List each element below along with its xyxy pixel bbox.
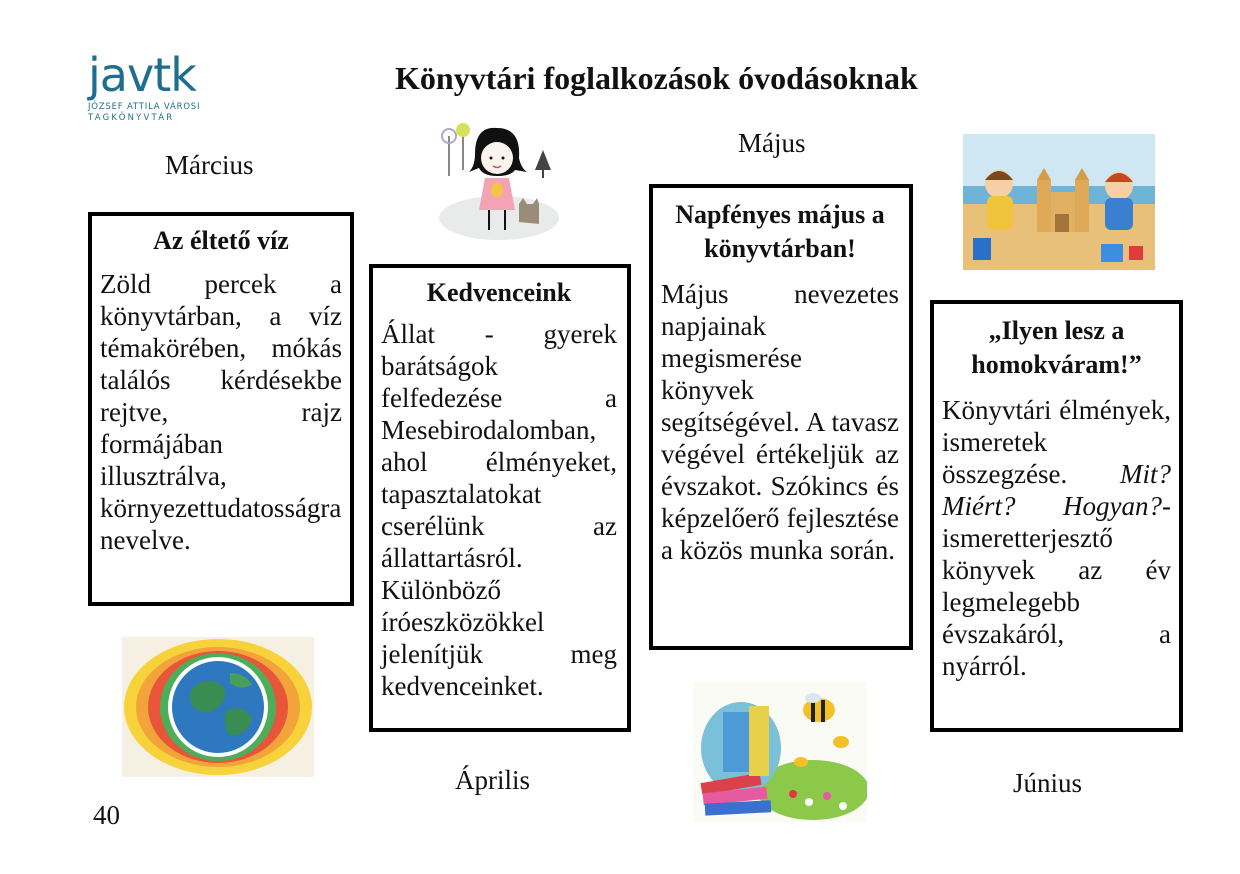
- box-may: [649, 184, 913, 650]
- logo-line-1: JÓZSEF ATTILA VÁROSI: [88, 102, 201, 112]
- box-march-heading: Az éltető víz: [153, 226, 289, 255]
- box-june-body: [942, 394, 1171, 682]
- box-may-body: Május nevezetes napjainak megismerése könyvek segítségével. A tavasz végével értékeljük az évszakot. Szókincs és képzelőerő fejlesztése a közös munka során.: [661, 279, 899, 565]
- box-april-heading: Kedvenceink: [426, 278, 572, 307]
- page-number: 40: [93, 800, 120, 830]
- month-label-may: Május: [738, 128, 806, 158]
- logo-line-2: TAGKÖNYVTÁR: [88, 113, 175, 123]
- month-label-april: Április: [455, 765, 531, 795]
- box-june-body-end: -ismeretterjesztő könyvek az év legmelegebb évszakáról, a nyárról.: [942, 491, 1171, 681]
- box-march: [88, 212, 354, 606]
- box-june: [930, 300, 1183, 732]
- library-logo: [88, 48, 218, 124]
- box-april: [369, 264, 631, 732]
- sandcastle-illustration: [963, 134, 1155, 270]
- box-june-body-start: Könyvtári élmények, ismeretek összegzése.: [942, 395, 1171, 489]
- month-label-june: Június: [1013, 768, 1083, 798]
- page-title: Könyvtári foglalkozások óvodásoknak: [395, 60, 918, 96]
- box-may-heading: Napfényes május a könyvtárban!: [675, 200, 885, 263]
- box-june-heading: „Ilyen lesz a homokváram!”: [971, 316, 1142, 379]
- box-june-body-italic: Mit? Miért? Hogyan?: [942, 459, 1171, 521]
- earth-painting-illustration: [122, 637, 314, 777]
- logo-wordmark: javtk: [88, 48, 196, 102]
- girl-with-cat-illustration: [435, 106, 563, 246]
- box-march-body: Zöld percek a könyvtárban, a víz témakörében, mókás találós kérdésekbe rejtve, rajz formájában illusztrálva, környezettudatosságra nevelve.: [100, 269, 342, 555]
- books-and-bees-illustration: [693, 682, 867, 822]
- month-label-march: Március: [165, 150, 254, 180]
- box-april-body: Állat - gyerek barátságok felfedezése a Mesebirodalomban, ahol élményeket, tapasztalatokat cserélünk az állattartásról. Különböző íróeszközökkel jelenítjük meg kedvenceinket.: [381, 319, 617, 701]
